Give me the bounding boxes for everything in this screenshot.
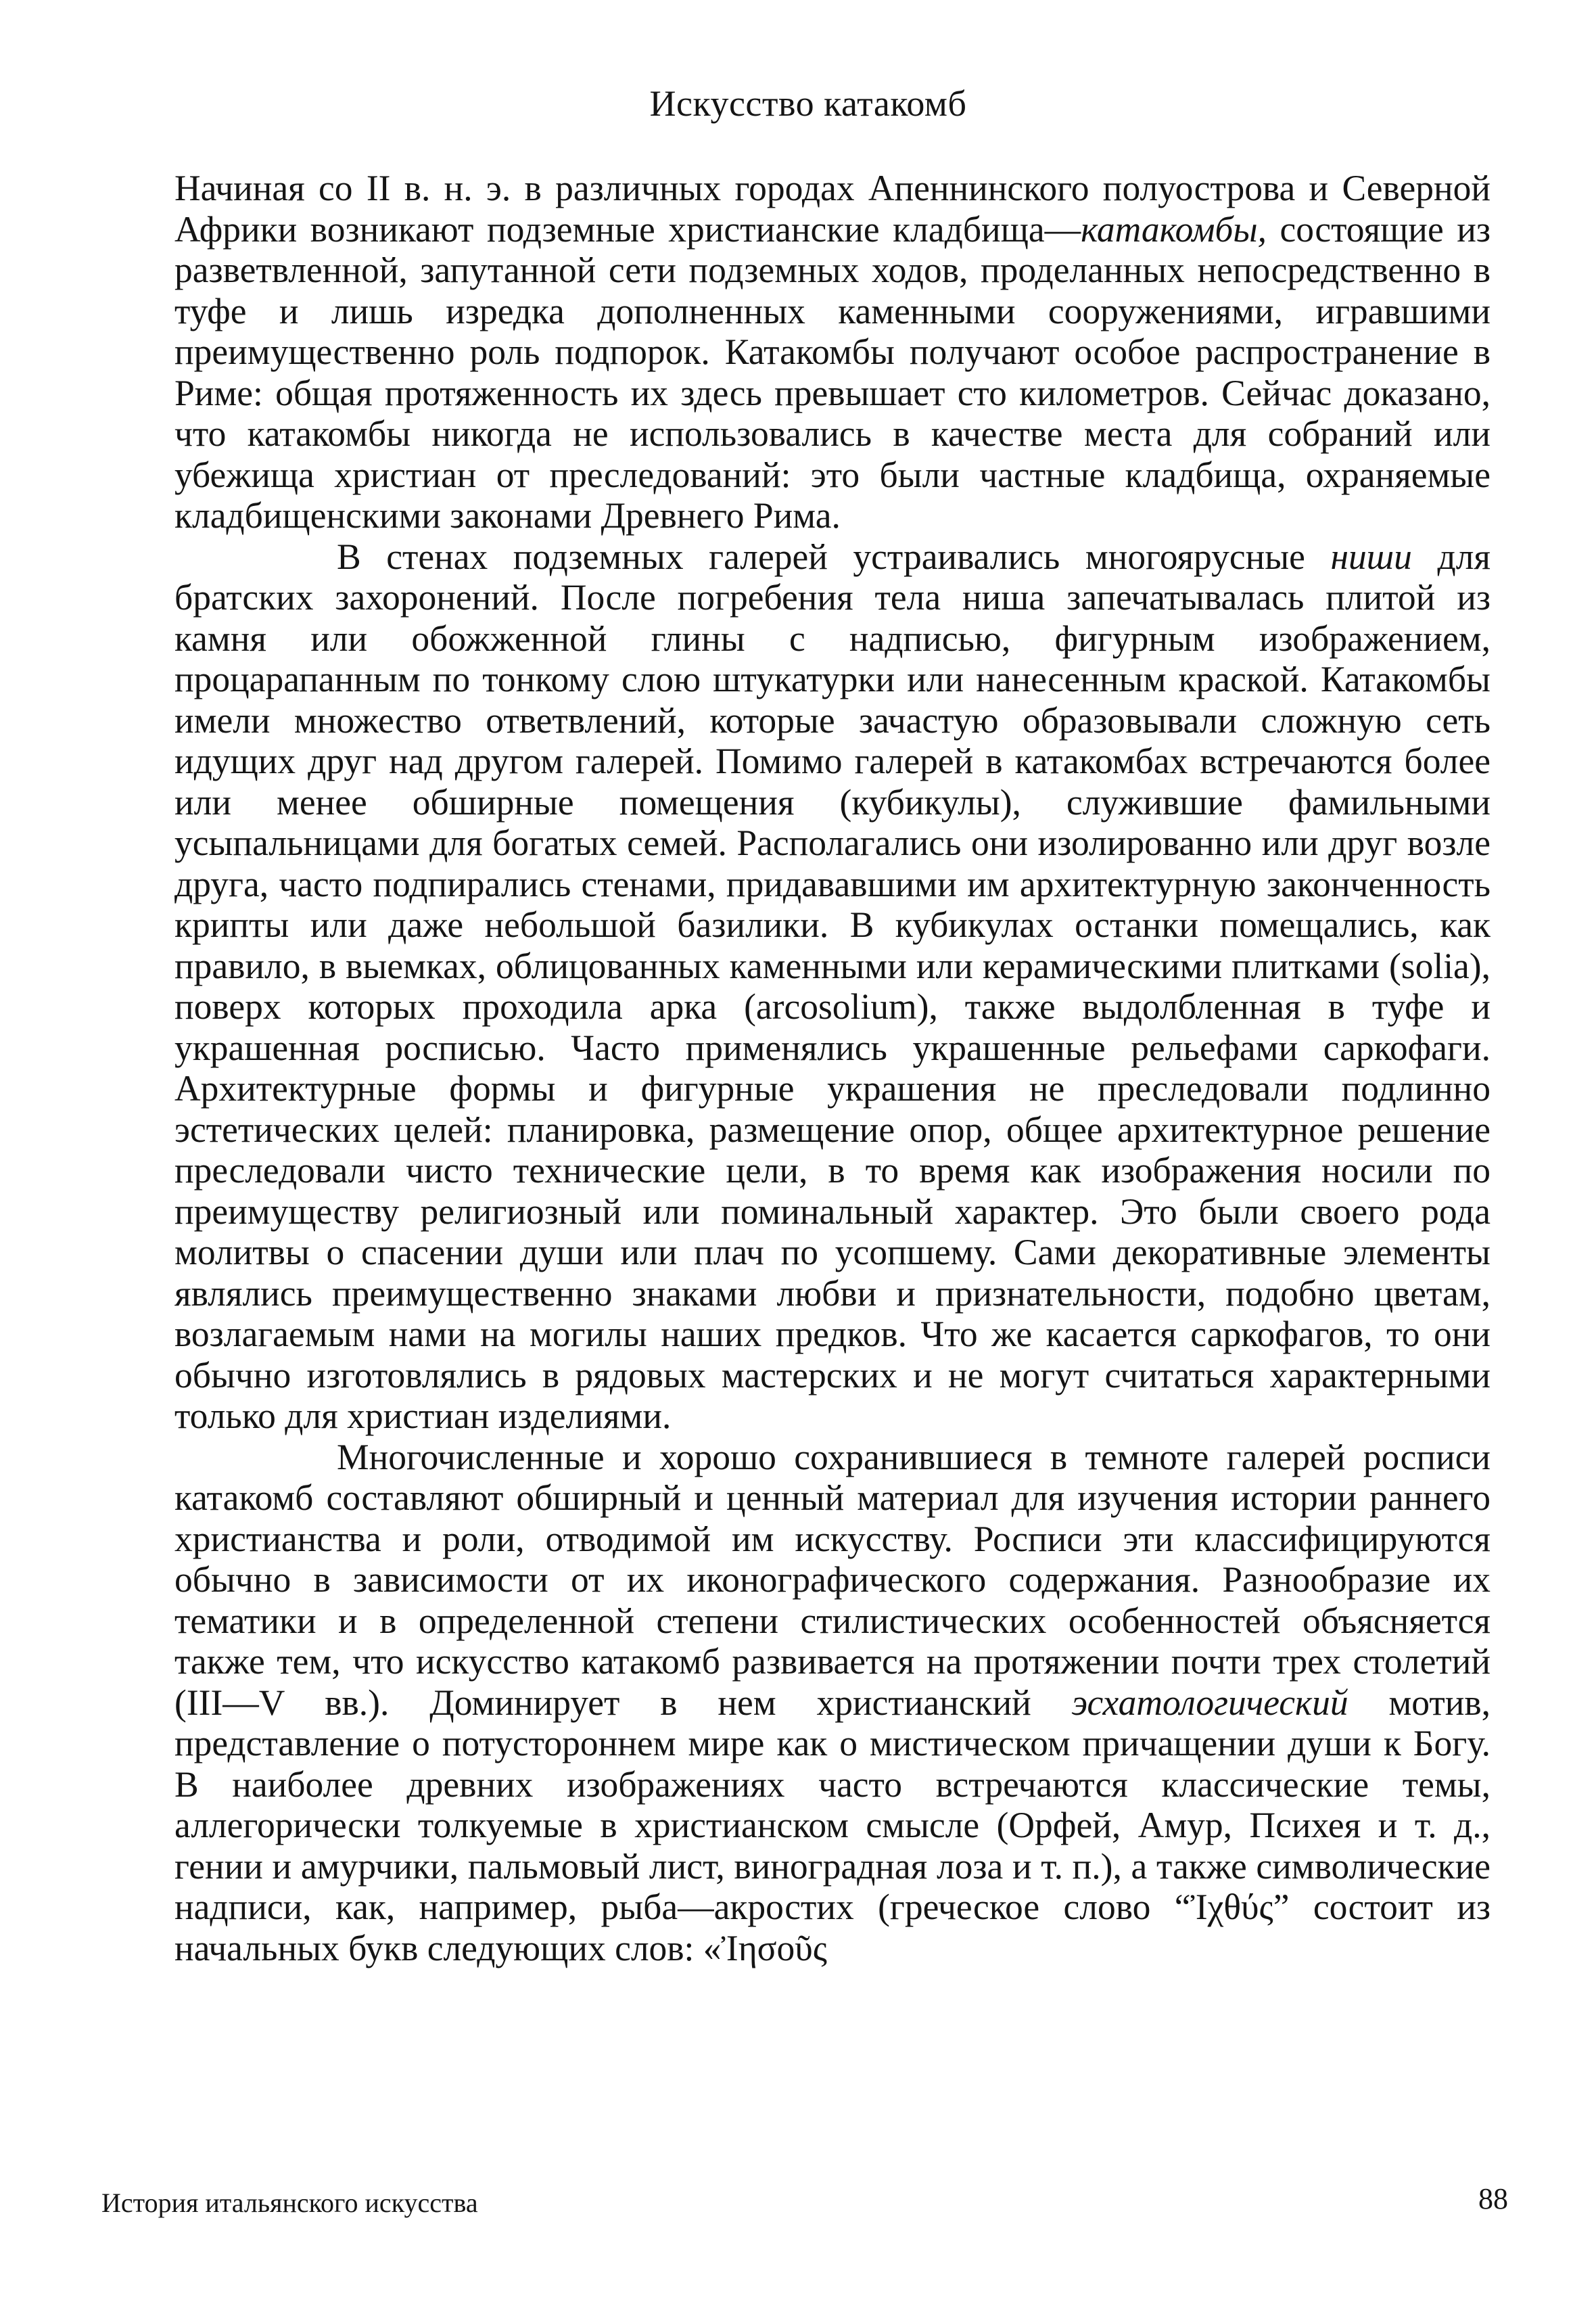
paragraph-3 — [174, 1437, 1491, 1969]
page-number: 88 — [1478, 2182, 1508, 2215]
paragraph-1-text-b: состоящие из разветвленной, запутанной сети подземных ходов, проделанных непосредственно в туфе и лишь изредка дополненных каменными сооружениями, игравшими преимущественно роль подпорок. Катакомбы получают особое распространение в Риме: общая протяженность их здесь превышает сто километров. Сейчас доказано, что катакомбы никогда не использовались в качестве места для собраний или убежища христиан от преследований: это были частные кладбища, охраняемые кладбищенскими законами Древнего Рима. — [174, 208, 1491, 536]
page-title: Искусство катакомб — [649, 83, 967, 124]
paragraph-3-emphasis: эсхатологический — [1071, 1682, 1348, 1723]
paragraph-3-text-b: мотив, представление о потустороннем мире как о мистическом причащении души к Богу. В наиболее древних изображениях часто встречаются классические темы, аллегорически толкуемые в христианском смысле (Орфей, Амур, Психея и т. д., гении и амурчики, пальмовый лист, виноградная лоза и т. п.), а также символические надписи, как, например, рыба—акростих (греческое слово “Ἰχθύς” состоит из начальных букв следующих слов: «Ἰησοῦς — [174, 1682, 1491, 1968]
paragraph-2-text-b: для братских захоронений. После погребения тела ниша запечатывалась плитой из камня или обожженной глины с надписью, фигурным изображением, процарапанным по тонкому слою штукатурки или нанесенным краской. Катакомбы имели множество ответвлений, которые зачастую образовывали сложную сеть идущих друг над другом галерей. Помимо галерей в катакомбах встречаются более или менее обширные помещения (кубикулы), служившие фамильными усыпальницами для богатых семей. Располагались они изолированно или друг возле друга, часто подпирались стенами, придававшими им архитектурную законченность крипты или даже небольшой базилики. В кубикулах останки помещались, как правило, в выемках, облицованных каменными или керамическими плитками (solia), поверх которых проходила арка (arcosolium), также выдолбленная в туфе и украшенная росписью. Часто применялись украшенные рельефами саркофаги. Архитектурные формы и фигурные украшения не преследовали подлинно эстетических целей: планировка, размещение опор, общее архитектурное решение преследовали чисто технические цели, в то время как изображения носили по преимуществу религиозный или поминальный характер. Это были своего рода молитвы о спасении души или плач по усопшему. Сами декоративные элементы являлись преимущественно знаками любви и признательности, подобно цветам, возлагаемым нами на могилы наших предков. Что же касается саркофагов, то они обычно изготовлялись в рядовых мастерских и не могут считаться характерными только для христиан изделиями. — [174, 536, 1491, 1436]
paragraph-2-text-a: В стенах подземных галерей устраивались многоярусные — [337, 536, 1331, 577]
paragraph-1 — [174, 168, 1491, 536]
paragraph-3-text-a: Многочисленные и хорошо сохранившиеся в темноте галерей росписи катакомб составляют обширный и ценный материал для изучения истории раннего христианства и роли, отводимой им искусству. Росписи эти классифицируются обычно в зависимости от их иконографического содержания. Разнообразие их тематики и в определенной степени стилистических особенностей объясняется также тем, что искусство катакомб развивается на протяжении почти трех столетий (III—V вв.). Доминирует в нем христианский — [174, 1436, 1491, 1723]
footer-book-title: История итальянского искусства — [101, 2188, 478, 2218]
body-text — [174, 168, 1491, 1968]
paragraph-1-text-a: Начиная со II в. н. э. в различных городах Апеннинского полуострова и Северной Африки возникают подземные христианские кладбища— — [174, 168, 1491, 250]
paragraph-2 — [174, 536, 1491, 1437]
paragraph-1-emphasis: катакомбы, — [1081, 208, 1267, 250]
paragraph-2-emphasis: ниши — [1330, 536, 1412, 577]
